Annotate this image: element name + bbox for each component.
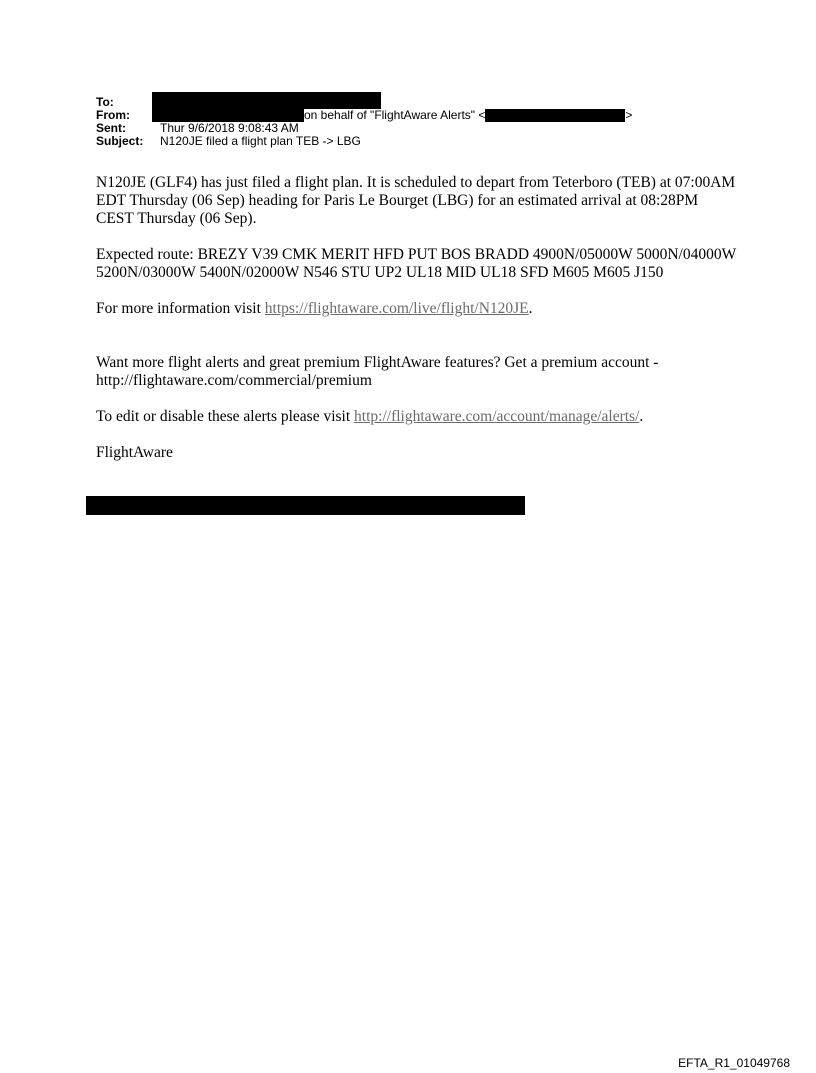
- footer-redaction: [86, 496, 525, 515]
- route-paragraph: Expected route: BREZY V39 CMK MERIT HFD PUT BOS BRADD 4900N/05000W 5000N/04000W 5200N/03000W 5400N/02000W N546 STU UP2 UL18 MID UL18 SFD M605 M605 J150: [96, 246, 736, 281]
- premium-paragraph: Want more flight alerts and great premium FlightAware features? Get a premium account - http://flightaware.com/commercial/premium: [96, 354, 659, 389]
- more-info-suffix: .: [528, 300, 533, 317]
- flight-link[interactable]: https://flightaware.com/live/flight/N120JE: [264, 300, 529, 317]
- flight-plan-paragraph: N120JE (GLF4) has just filed a flight plan. It is scheduled to depart from Teterboro (TEB) at 07:00AM EDT Thursday (06 Sep) heading for Paris Le Bourget (LBG) for an estimated arrival at 08:28PM CEST Thursday (06 Sep).: [96, 174, 736, 227]
- manage-alerts-link[interactable]: http://flightaware.com/account/manage/alerts/: [354, 408, 640, 425]
- from-close: >: [625, 108, 633, 122]
- more-info-prefix: For more information visit: [96, 300, 265, 317]
- alerts-paragraph: [96, 408, 736, 426]
- from-text: on behalf of "FlightAware Alerts" <: [304, 108, 486, 122]
- to-redaction: [152, 92, 381, 109]
- alerts-prefix: To edit or disable these alerts please visit: [96, 408, 355, 425]
- email-body: [96, 174, 736, 462]
- sent-value: Thur 9/6/2018 9:08:43 AM: [160, 121, 299, 135]
- subject-label: Subject:: [96, 134, 144, 148]
- to-label: To:: [96, 95, 114, 109]
- alerts-suffix: .: [639, 408, 644, 425]
- document-id: EFTA_R1_01049768: [678, 1056, 790, 1070]
- signature: FlightAware: [96, 444, 173, 461]
- from-email-redaction: [485, 109, 625, 122]
- sent-label: Sent:: [96, 121, 126, 135]
- more-info-paragraph: [96, 300, 736, 318]
- from-label: From:: [96, 108, 130, 122]
- subject-value: N120JE filed a flight plan TEB -> LBG: [160, 134, 361, 148]
